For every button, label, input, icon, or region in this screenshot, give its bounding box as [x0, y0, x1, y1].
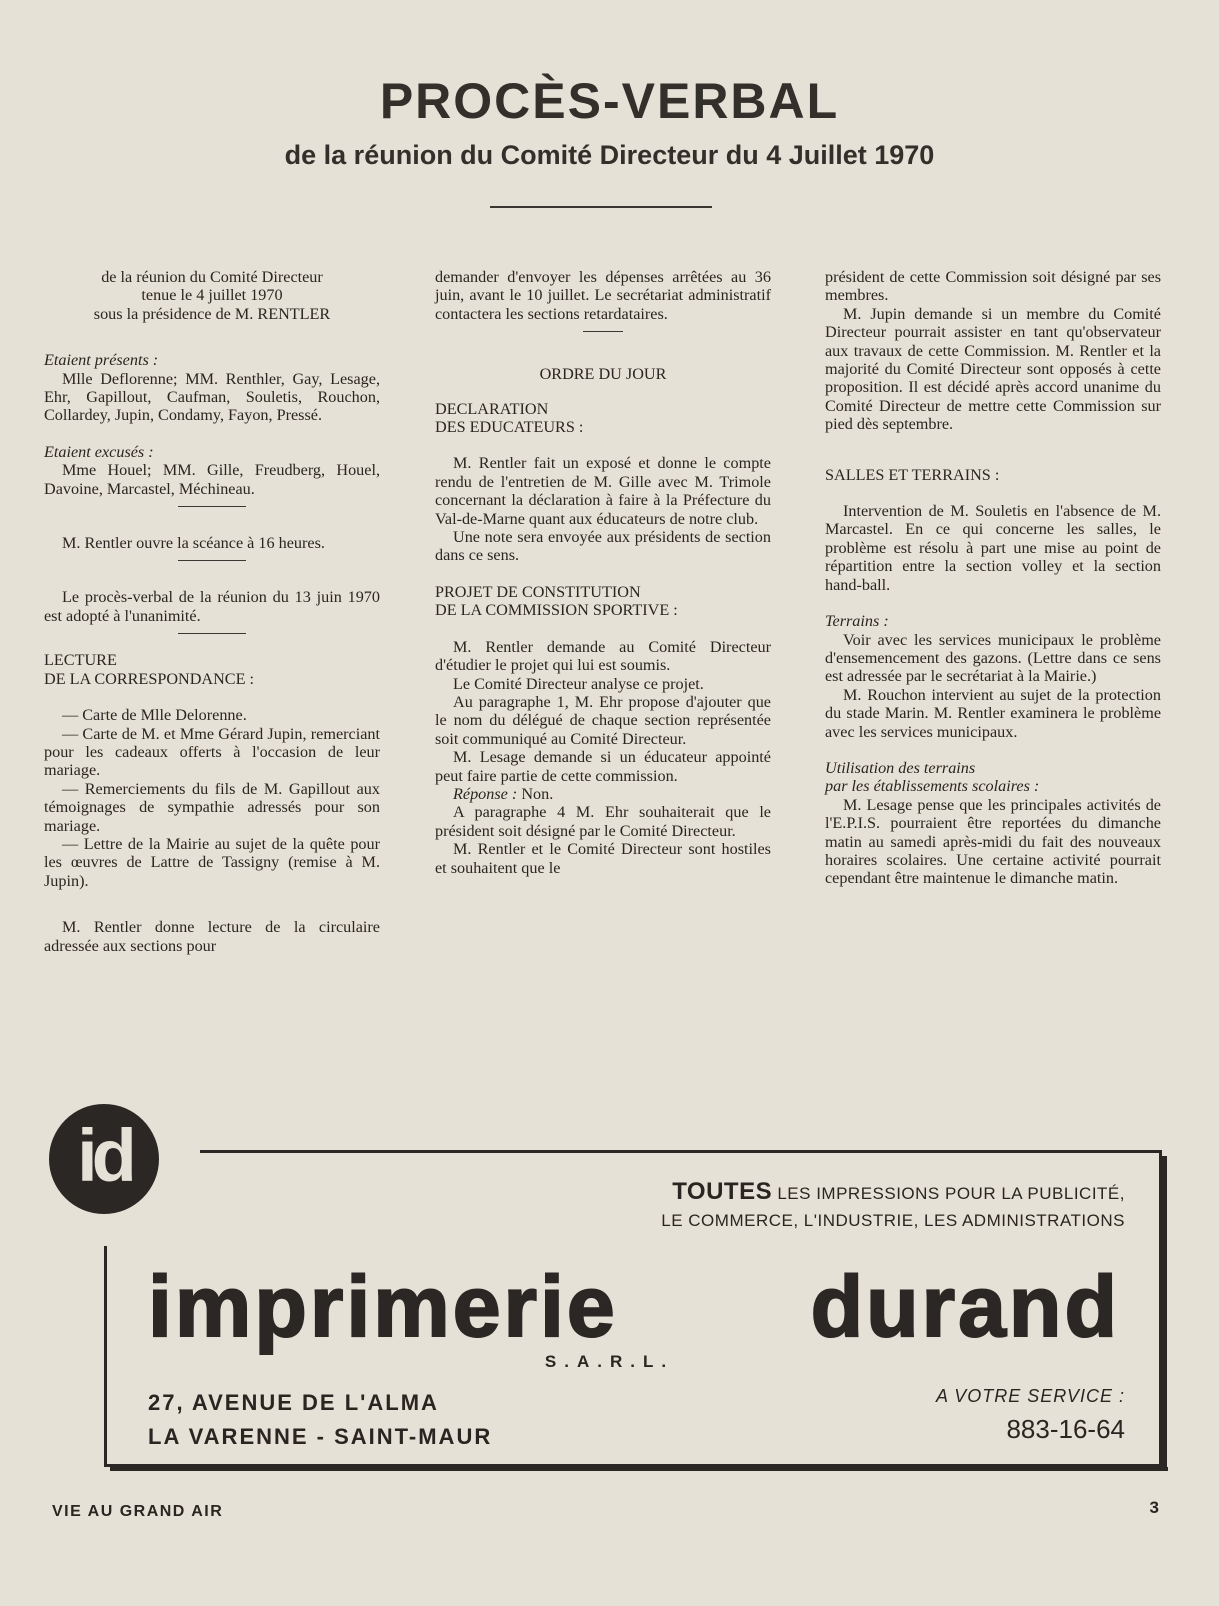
- pv-text: Le procès-verbal de la réunion du 13 juin 1970 est adopté à l'unanimité.: [44, 588, 380, 625]
- magazine-name: VIE AU GRAND AIR: [52, 1503, 224, 1520]
- ad-tagline-1: [672, 1178, 1125, 1206]
- circulaire-text: M. Rentler donne lecture de la circulaire adressée aux sections pour: [44, 918, 380, 955]
- terrains-text: M. Rouchon intervient au sujet de la protection du stade Marin. M. Rentler examinera le problème avec les services municipaux.: [825, 685, 1161, 741]
- page-number: 3: [1149, 1498, 1159, 1517]
- ad-brand-name: [148, 1259, 1120, 1355]
- terrains-label: Terrains :: [825, 612, 889, 631]
- ad-phone: 883-16-64: [1006, 1414, 1125, 1444]
- lecture-heading-1: LECTURE: [44, 651, 117, 670]
- correspondance-item: — Carte de M. et Mme Gérard Jupin, remerciant pour les cadeaux offerts à l'occasion de leur mariage.: [44, 724, 380, 780]
- seance-text: M. Rentler ouvre la scéance à 16 heures.: [62, 534, 325, 553]
- title-divider: [490, 206, 712, 208]
- advertisement-shadow: [110, 1467, 1168, 1471]
- column-3: [825, 268, 1161, 888]
- excuses-label: Etaient excusés :: [44, 442, 154, 461]
- column-1: [44, 268, 380, 955]
- excuses-list: Mme Houel; MM. Gille, Freudberg, Houel, Davoine, Marcastel, Méchineau.: [44, 461, 380, 498]
- reponse-text: Non.: [517, 784, 554, 803]
- terrains-text: Voir avec les services municipaux le problème d'ensemencement des gazons. (Lettre dans ce sens est adressée par le secrétariat à la Mairie.): [825, 630, 1161, 686]
- utilisation-text: M. Lesage pense que les principales activités de l'E.P.I.S. pourraient être reportées du dimanche matin au samedi après-midi du fait des nouveaux horaires scolaires. Une certaine activité pourrait cependant être maintenue le dimanche matin.: [825, 795, 1161, 888]
- projet-text: M. Lesage demande si un éducateur appointé peut faire partie de cette commission.: [435, 748, 771, 785]
- utilisation-heading-1: Utilisation des terrains: [825, 758, 976, 777]
- ad-tagline-emphasis: TOUTES: [672, 1178, 773, 1205]
- correspondance-item: — Lettre de la Mairie au sujet de la quête pour les œuvres de Lattre de Tassigny (remise à M. Jupin).: [44, 834, 380, 890]
- projet-text: M. Rentler et le Comité Directeur sont hostiles et souhaitent que le: [435, 840, 771, 877]
- utilisation-heading-2: par les établissements scolaires :: [825, 777, 1040, 796]
- salles-text: Intervention de M. Souletis en l'absence de M. Marcastel. En ce qui concerne les salles, le problème est résolu à part une mise au point de répartition entre la section volley et la section hand-ball.: [825, 502, 1161, 594]
- column-2: [435, 268, 771, 877]
- ad-tagline-2: LE COMMERCE, L'INDUSTRIE, LES ADMINISTRATIONS: [661, 1211, 1125, 1230]
- presents-list: Mlle Deflorenne; MM. Renthler, Gay, Lesage, Ehr, Gapillout, Caufman, Souletis, Rouchon, Collardey, Jupin, Condamy, Fayon, Pressé.: [44, 369, 380, 425]
- declaration-note: Une note sera envoyée aux présidents de section dans ce sens.: [435, 528, 771, 565]
- section-divider: [178, 633, 246, 634]
- declaration-heading-2: DES EDUCATEURS :: [435, 418, 584, 437]
- projet-heading-2: DE LA COMMISSION SPORTIVE :: [435, 601, 678, 620]
- projet-text: Au paragraphe 1, M. Ehr propose d'ajouter que le nom du délégué de chaque section représentée soit communiqué au Comité Directeur.: [435, 692, 771, 748]
- ordre-heading: ORDRE DU JOUR: [539, 365, 667, 384]
- projet-heading-1: PROJET DE CONSTITUTION: [435, 582, 641, 601]
- salles-heading: SALLES ET TERRAINS :: [825, 465, 1000, 484]
- intro-line-1: de la réunion du Comité Directeur: [101, 268, 323, 286]
- ad-address-line-1: 27, AVENUE DE L'ALMA: [148, 1390, 439, 1415]
- reponse-label: Réponse :: [453, 784, 518, 803]
- section-divider: [178, 560, 246, 561]
- intro-line-2: tenue le 4 juillet 1970: [141, 286, 283, 305]
- projet-text: Le Comité Directeur analyse ce projet.: [453, 674, 704, 693]
- continued-text: président de cette Commission soit désigné par ses membres.: [825, 268, 1161, 305]
- ad-brand-word-1: imprimerie: [148, 1259, 618, 1355]
- ad-address: [148, 1386, 492, 1454]
- page-subtitle: de la réunion du Comité Directeur du 4 Juillet 1970: [284, 140, 935, 170]
- printer-logo: id: [49, 1104, 159, 1214]
- jupin-text: M. Jupin demande si un membre du Comité Directeur pourrait assister en tant qu'observateur aux travaux de cette Commission. M. Rentler et la majorité du Comité Directeur sont opposés à cette proposition. Il est décidé après accord unanime du Comité Directeur de mettre cette Commission sur pied dès septembre.: [825, 304, 1161, 434]
- advertisement-shadow: [1162, 1156, 1167, 1471]
- declaration-heading-1: DECLARATION: [435, 399, 549, 418]
- ad-company-type: S.A.R.L.: [544, 1352, 675, 1371]
- ad-service-label: A VOTRE SERVICE :: [935, 1386, 1125, 1406]
- correspondance-item: — Remerciements du fils de M. Gapillout aux témoignages de sympathie adressés pour son mariage.: [44, 779, 380, 835]
- intro-line-3: sous la présidence de M. RENTLER: [93, 304, 331, 323]
- correspondance-item: — Carte de Mlle Delorenne.: [62, 706, 247, 725]
- lecture-heading-2: DE LA CORRESPONDANCE :: [44, 669, 255, 688]
- ad-brand-word-2: durand: [810, 1259, 1120, 1355]
- section-divider: [178, 506, 246, 507]
- ad-address-line-2: LA VARENNE - SAINT-MAUR: [148, 1424, 493, 1449]
- continued-text: demander d'envoyer les dépenses arrêtées au 36 juin, avant le 10 juillet. Le secrétariat administratif contactera les sections retardataires.: [435, 268, 771, 323]
- ad-tagline-rest: LES IMPRESSIONS POUR LA PUBLICITÉ,: [772, 1184, 1125, 1203]
- section-divider: [583, 331, 623, 332]
- page-title: PROCÈS-VERBAL: [379, 73, 840, 129]
- projet-text: A paragraphe 4 M. Ehr souhaiterait que le président soit désigné par le Comité Directeur.: [435, 803, 771, 840]
- reponse-line: [435, 785, 771, 803]
- presents-label: Etaient présents :: [44, 351, 159, 370]
- declaration-text: M. Rentler fait un exposé et donne le compte rendu de l'entretien de M. Gille avec M. Trimole concernant la déclaration à faire à la Préfecture du Val-de-Marne quant aux éducateurs de notre club.: [435, 454, 771, 528]
- projet-text: M. Rentler demande au Comité Directeur d'étudier le projet qui lui est soumis.: [435, 637, 771, 675]
